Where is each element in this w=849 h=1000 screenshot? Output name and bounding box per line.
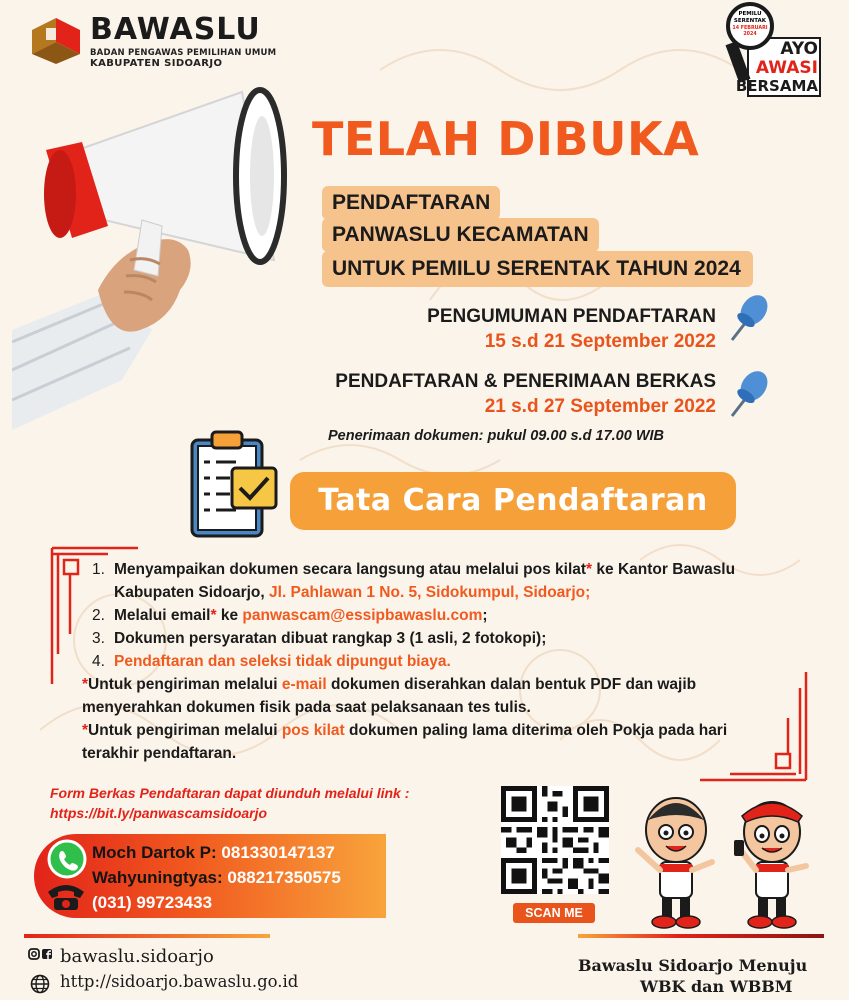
social-handle[interactable] (30, 946, 214, 967)
office-phone[interactable]: (031) 99723433 (92, 893, 213, 912)
step-number: 2. (92, 607, 105, 624)
step-text: Menyampaikan dokumen secara langsung atau melalui pos kilat (114, 561, 587, 578)
badge-date: 14 FEBRUARI (732, 26, 768, 31)
note-highlight: e-mail (281, 676, 327, 693)
contact-phone[interactable]: 081330147137 (221, 843, 335, 862)
step-number: 4. (92, 653, 105, 670)
asterisk: * (82, 722, 89, 739)
asterisk: * (210, 607, 217, 624)
website-url: http://sidoarjo.bawaslu.go.id (60, 972, 299, 991)
contact-name: Moch Dartok P: (92, 843, 222, 862)
hero-line-3: UNTUK PEMILU SERENTAK TAHUN 2024 (322, 251, 753, 287)
contact-list (92, 840, 341, 915)
bawaslu-logo-icon (28, 14, 84, 66)
mascot-right (734, 802, 806, 928)
contact-phone[interactable]: 088217350575 (227, 868, 341, 887)
office-address: Jl. Pahlawan 1 No. 5, Sidokumpul, Sidoarjo; (269, 584, 591, 601)
form-download-link[interactable]: https://bit.ly/panwascamsidoarjo (50, 805, 268, 821)
contact-2 (92, 865, 341, 890)
scan-me-label: SCAN ME (513, 903, 595, 923)
document-hours: Penerimaan dokumen: pukul 09.00 s.d 17.00 WIB (328, 428, 665, 444)
social-handle-text: bawaslu.sidoarjo (60, 946, 214, 967)
registration-date: 21 s.d 27 September 2022 (484, 396, 716, 417)
badge-awasi: AWASI (755, 58, 818, 78)
step-text: Dokumen persyaratan dibuat rangkap 3 (1 asli, 2 fotokopi); (114, 630, 547, 647)
slogan-line-2: WBK dan WBBM (640, 977, 793, 996)
badge-year: 2024 (743, 32, 757, 37)
step-text: Melalui email (114, 607, 211, 624)
asterisk: * (82, 676, 89, 693)
org-subtitle: BADAN PENGAWAS PEMILIHAN UMUM (90, 48, 277, 58)
announcement-label: PENGUMUMAN PENDAFTARAN (427, 306, 716, 327)
asterisk: * (586, 561, 593, 578)
step-text: ke Kantor Bawaslu Kabupaten Sidoarjo, (114, 561, 736, 601)
step-text: ke (216, 607, 243, 624)
pushpin-icon (724, 368, 770, 420)
note-text: dokumen diserahkan dalan bentuk PDF dan wajib menyerahkan dokumen fisik pada saat pelaksanaan tes tulis. (82, 676, 697, 716)
megaphone-icon (12, 80, 302, 440)
badge-bersama: BERSAMA (735, 77, 818, 95)
step-1 (56, 558, 776, 604)
telephone-icon (46, 882, 86, 912)
org-name: BAWASLU (90, 12, 261, 47)
form-download (50, 783, 409, 823)
note-text: Untuk pengiriman melalui (88, 722, 282, 739)
hero-line-2: PANWASLU KECAMATAN (322, 218, 599, 252)
clipboard-checklist-icon (186, 428, 282, 540)
note-email (56, 673, 776, 719)
step-2 (56, 604, 776, 627)
contact-3 (92, 890, 341, 915)
step-text: Pendaftaran dan seleksi tidak dipungut biaya. (114, 653, 451, 670)
contact-1 (92, 840, 341, 865)
website-link[interactable] (30, 972, 298, 991)
procedure-steps (56, 558, 776, 765)
hero-line-1: PENDAFTARAN (322, 186, 500, 220)
step-text: ; (482, 607, 488, 624)
step-number: 3. (92, 630, 105, 647)
note-highlight: pos kilat (281, 722, 345, 739)
mascot-left (638, 798, 712, 928)
badge-pemilu: PEMILU (738, 11, 762, 17)
procedure-title: Tata Cara Pendaftaran (290, 472, 736, 530)
headline: TELAH DIBUKA (312, 112, 700, 166)
badge-ayo: AYO (780, 39, 818, 59)
pushpin-icon (724, 292, 770, 344)
badge-serentak: SERENTAK (733, 18, 767, 24)
step-4 (56, 650, 776, 673)
ayo-awasi-bersama-badge (724, 2, 824, 100)
form-download-label: Form Berkas Pendaftaran dapat diunduh melalui link : (50, 785, 410, 801)
announcement-date: 15 s.d 21 September 2022 (484, 331, 716, 352)
note-pos (56, 719, 776, 765)
step-number: 1. (92, 561, 105, 578)
email-link[interactable]: panwascam@essipbawaslu.com (242, 607, 483, 624)
org-region: KABUPATEN SIDOARJO (90, 58, 223, 69)
contact-name: Wahyuningtyas: (92, 868, 228, 887)
note-text: Untuk pengiriman melalui (88, 676, 282, 693)
whatsapp-icon (46, 838, 88, 880)
registration-label: PENDAFTARAN & PENERIMAAN BERKAS (335, 371, 716, 392)
slogan-line-1: Bawaslu Sidoarjo Menuju (578, 956, 808, 975)
mascot-illustration (626, 790, 826, 932)
qr-code[interactable] (500, 786, 610, 894)
note-text: dokumen paling lama diterima oleh Pokja pada hari terakhir pendaftaran. (82, 722, 728, 762)
step-3 (56, 627, 776, 650)
footer-divider (0, 932, 849, 940)
